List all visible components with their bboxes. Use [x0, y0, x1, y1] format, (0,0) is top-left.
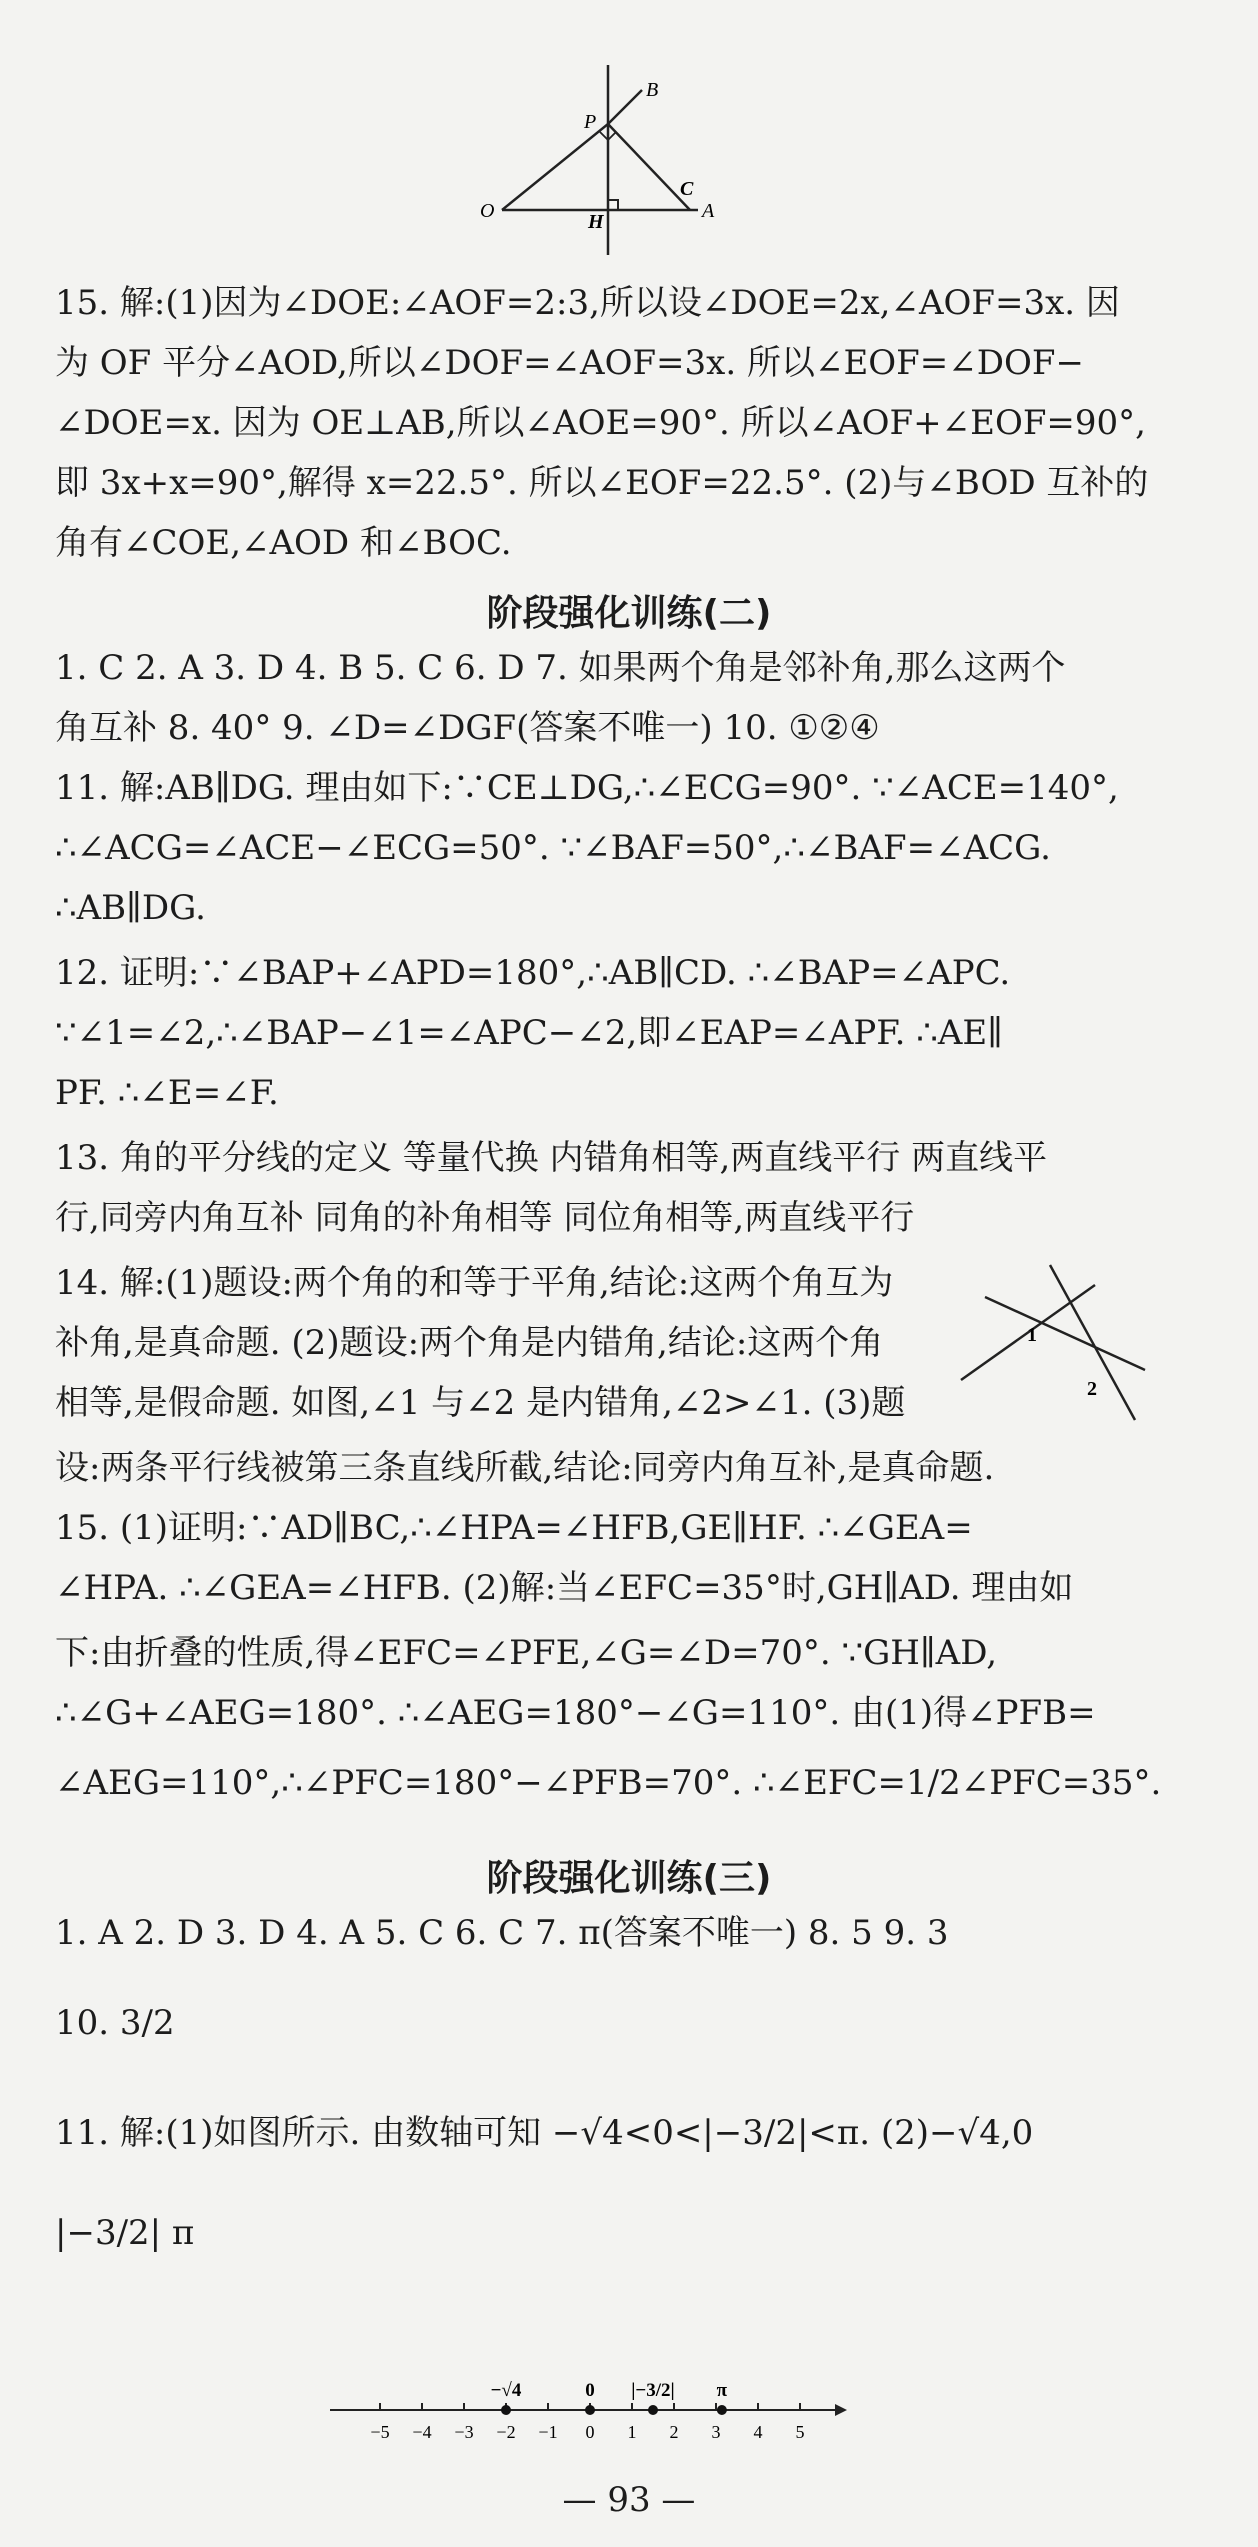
text-line: ∵∠1=∠2,∴∠BAP−∠1=∠APC−∠2,即∠EAP=∠APF. ∴AE∥ [55, 1013, 1003, 1053]
tick-label: −5 [370, 2422, 390, 2442]
number-line-point [501, 2405, 511, 2415]
tick-label: 4 [753, 2422, 763, 2442]
text-line: 设:两条平行线被第三条直线所截,结论:同旁内角互补,是真命题. [55, 1448, 995, 1488]
section-title-2: 阶段强化训练(二) [486, 593, 772, 634]
text-line: 15. (1)证明:∵AD∥BC,∴∠HPA=∠HFB,GE∥HF. ∴∠GEA= [55, 1508, 973, 1548]
text-line: 为 OF 平分∠AOD,所以∠DOF=∠AOF=3x. 所以∠EOF=∠DOF− [55, 343, 1084, 383]
text-line: 角互补 8. 40° 9. ∠D=∠DGF(答案不唯一) 10. ①②④ [55, 708, 880, 748]
angle-1-label: 1 [1027, 1324, 1037, 1346]
text-line: 下:由折叠的性质,得∠EFC=∠PFE,∠G=∠D=70°. ∵GH∥AD, [55, 1633, 998, 1673]
page-number: — 93 — [562, 2480, 696, 2520]
text-line: 相等,是假命题. 如图,∠1 与∠2 是内错角,∠2>∠1. (3)题 [55, 1383, 906, 1423]
label-o: O [480, 200, 495, 222]
text-line: 12. 证明:∵∠BAP+∠APD=180°,∴AB∥CD. ∴∠BAP=∠APC. [55, 953, 1011, 993]
point-label: |−3/2| [631, 2380, 675, 2401]
text-line: ∠AEG=110°,∴∠PFC=180°−∠PFB=70°. ∴∠EFC=1/2∠PFC=35°. [55, 1763, 1162, 1803]
tick-label: 2 [669, 2422, 679, 2442]
label-h: H [588, 211, 604, 233]
label-c: C [680, 178, 694, 200]
text-line: 1. A 2. D 3. D 4. A 5. C 6. C 7. π(答案不唯一) 8. 5 9. 3 [55, 1913, 949, 1953]
label-a: A [702, 200, 715, 222]
text-line: ∠DOE=x. 因为 OE⊥AB,所以∠AOE=90°. 所以∠AOF+∠EOF=90°, [55, 403, 1146, 443]
point-label: 0 [585, 2380, 595, 2401]
tick-label: −2 [496, 2422, 516, 2442]
text-line: 即 3x+x=90°,解得 x=22.5°. 所以∠EOF=22.5°. (2)与∠BOD 互补的 [55, 463, 1149, 503]
text-line: 1. C 2. A 3. D 4. B 5. C 6. D 7. 如果两个角是邻补角,那么这两个 [55, 648, 1066, 688]
tick-label: −3 [454, 2422, 474, 2442]
tick-label: −4 [412, 2422, 432, 2442]
text-line: 15. 解:(1)因为∠DOE:∠AOF=2:3,所以设∠DOE=2x,∠AOF=3x. 因 [55, 283, 1120, 323]
number-line-point [717, 2405, 727, 2415]
tick-label: −1 [538, 2422, 558, 2442]
text-line: ∴∠ACG=∠ACE−∠ECG=50°. ∵∠BAF=50°,∴∠BAF=∠ACG. [55, 828, 1051, 868]
text-line: 补角,是真命题. (2)题设:两个角是内错角,结论:这两个角 [55, 1323, 884, 1363]
point-label: π [716, 2380, 728, 2401]
label-p: P [584, 111, 597, 133]
tick-label: 5 [795, 2422, 805, 2442]
geometry-figure-1 [470, 60, 730, 260]
number-line-point [648, 2405, 658, 2415]
tick-label: 3 [711, 2422, 721, 2442]
tick-label: 1 [627, 2422, 637, 2442]
text-line: 11. 解:(1)如图所示. 由数轴可知 −√4<0<|−3/2|<π. (2)−√4,0 [55, 2113, 1034, 2153]
number-line-figure [330, 2355, 850, 2465]
text-line: ∴∠G+∠AEG=180°. ∴∠AEG=180°−∠G=110°. 由(1)得∠PFB= [55, 1693, 1096, 1733]
text-line: 11. 解:AB∥DG. 理由如下:∵CE⊥DG,∴∠ECG=90°. ∵∠ACE=140°, [55, 768, 1119, 808]
text-line: 行,同旁内角互补 同角的补角相等 同位角相等,两直线平行 [55, 1198, 915, 1238]
text-line: |−3/2| π [55, 2213, 195, 2253]
tick-label: 0 [585, 2422, 595, 2442]
angle-2-label: 2 [1087, 1378, 1097, 1400]
text-line: 角有∠COE,∠AOD 和∠BOC. [55, 523, 512, 563]
text-line: PF. ∴∠E=∠F. [55, 1073, 279, 1113]
text-line: ∴AB∥DG. [55, 888, 206, 928]
text-line: 10. 3/2 [55, 2003, 175, 2043]
number-line-arrow [835, 2404, 847, 2416]
section-title-3: 阶段强化训练(三) [486, 1858, 772, 1899]
geometry-figure-2 [955, 1255, 1155, 1435]
label-b: B [646, 79, 659, 101]
point-label: −√4 [490, 2380, 522, 2401]
text-line: 14. 解:(1)题设:两个角的和等于平角,结论:这两个角互为 [55, 1263, 894, 1303]
text-line: ∠HPA. ∴∠GEA=∠HFB. (2)解:当∠EFC=35°时,GH∥AD. 理由如 [55, 1568, 1074, 1608]
text-line: 13. 角的平分线的定义 等量代换 内错角相等,两直线平行 两直线平 [55, 1138, 1048, 1178]
number-line-point [585, 2405, 595, 2415]
